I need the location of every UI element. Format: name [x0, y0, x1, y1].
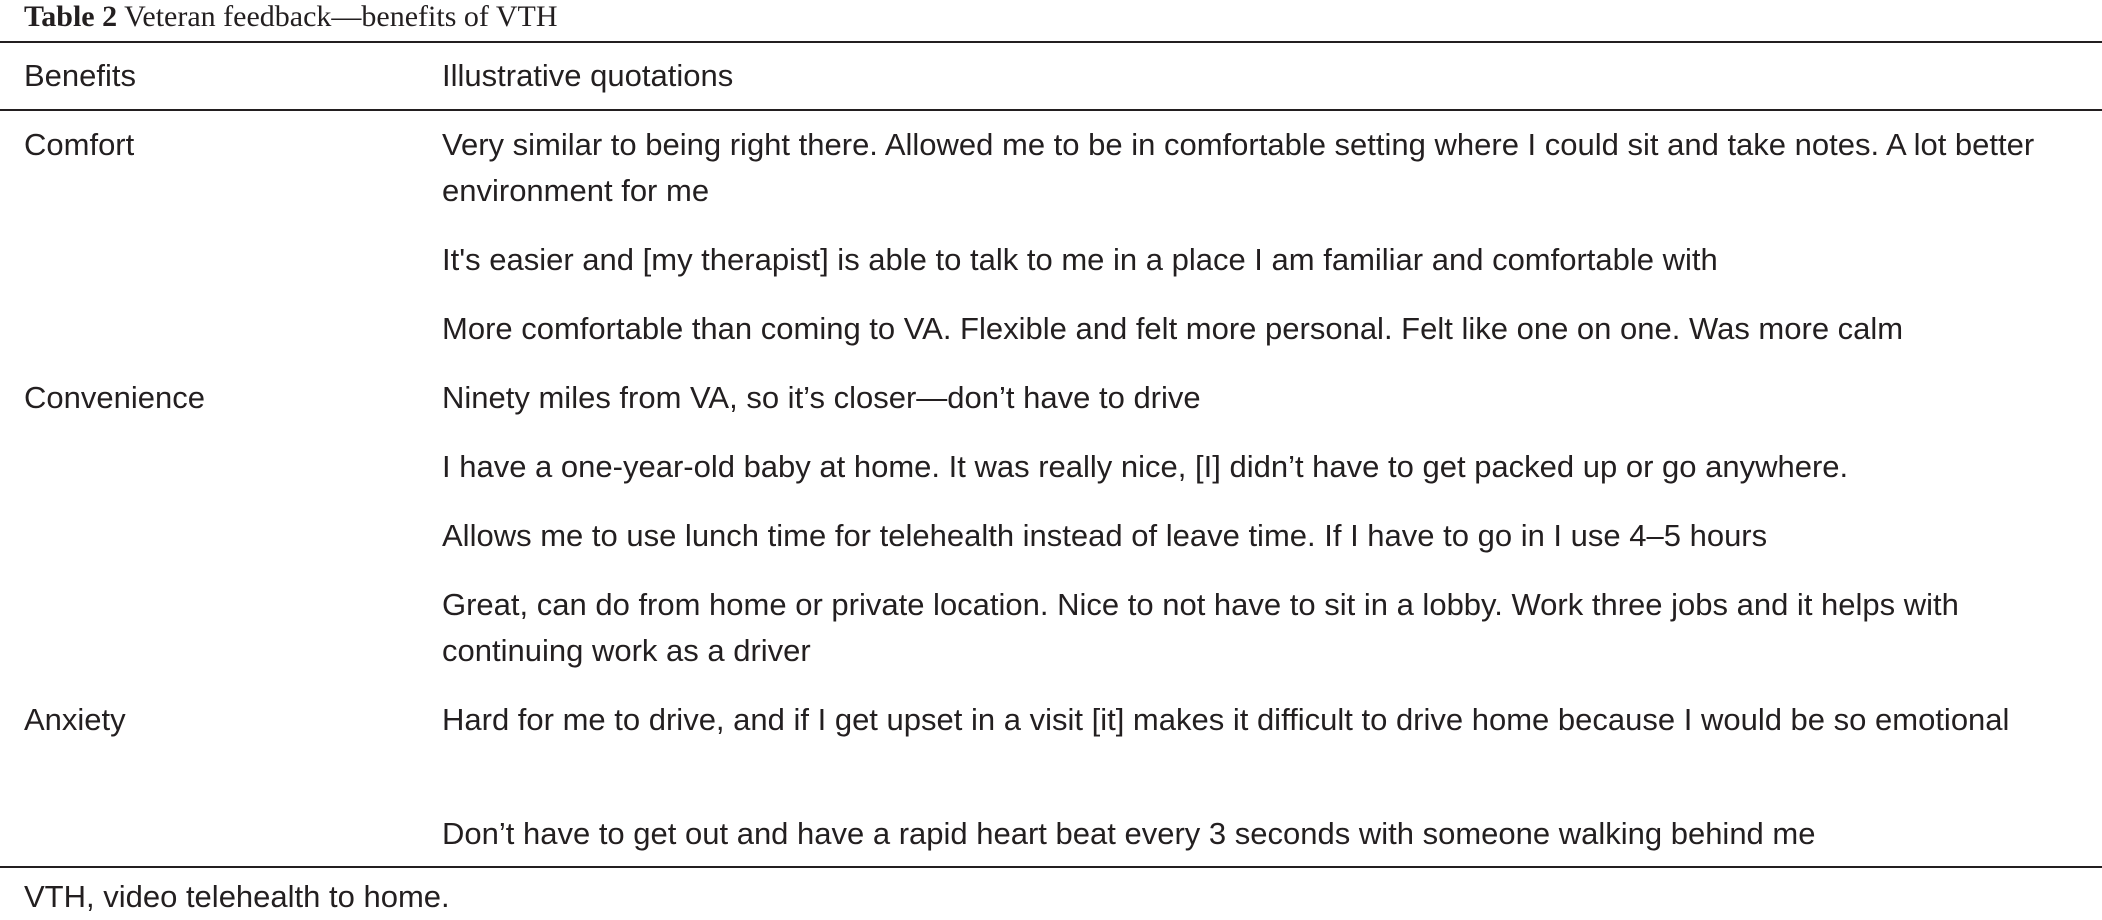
quote-convenience-2: I have a one-year-old baby at home. It was really nice, [I] didn’t have to get packed up or go anywhere.: [442, 449, 1849, 484]
table-caption: [24, 0, 558, 40]
quote-comfort-3: More comfortable than coming to VA. Flexible and felt more personal. Felt like one on one. Was more calm: [442, 311, 1904, 346]
table-label: Table 2: [24, 0, 118, 33]
header-rule: [0, 109, 2102, 111]
quote-convenience-3: Allows me to use lunch time for telehealth instead of leave time. If I have to go in I use 4–5 hours: [442, 518, 1768, 553]
header-quotations: Illustrative quotations: [442, 58, 734, 93]
quote-anxiety-1: Hard for me to drive, and if I get upset in a visit [it] makes it difficult to drive home because I would be so emotional: [442, 702, 2010, 737]
quote-comfort-2: It's easier and [my therapist] is able to talk to me in a place I am familiar and comfortable with: [442, 242, 1718, 277]
table-footnote: VTH, video telehealth to home.: [24, 879, 450, 914]
header-benefits: Benefits: [24, 58, 137, 93]
bottom-rule: [0, 866, 2102, 868]
row-benefit-convenience: Convenience: [24, 380, 205, 415]
quote-anxiety-2: Don’t have to get out and have a rapid heart beat every 3 seconds with someone walking behind me: [442, 816, 1816, 851]
quote-comfort-1: Very similar to being right there. Allowed me to be in comfortable setting where I could sit and take notes. A lot better environment for me: [442, 127, 2035, 208]
quote-convenience-1: Ninety miles from VA, so it’s closer—don’t have to drive: [442, 380, 1201, 415]
quote-convenience-4: Great, can do from home or private location. Nice to not have to sit in a lobby. Work three jobs and it helps with continuing work as a driver: [442, 587, 1959, 668]
row-benefit-comfort: Comfort: [24, 127, 135, 162]
table-title: Veteran feedback—benefits of VTH: [124, 0, 558, 33]
row-benefit-anxiety: Anxiety: [24, 702, 126, 737]
top-rule: [0, 41, 2102, 43]
